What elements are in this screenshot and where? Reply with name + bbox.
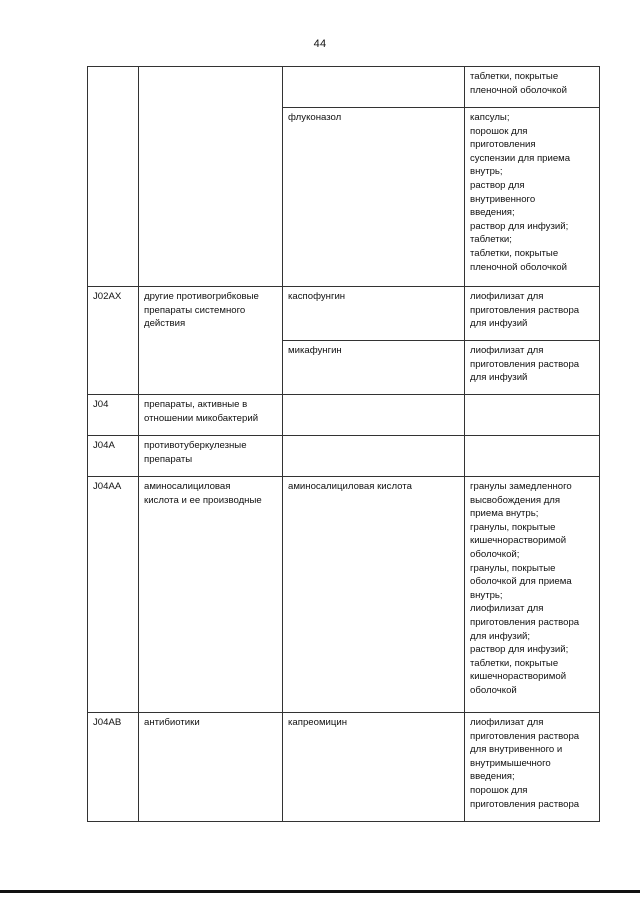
substance-cell (283, 67, 465, 108)
dosage-forms-cell: капсулы; порошок для приготовления суспензии для приема внутрь; раствор для внутривенного введения; раствор для инфузий; таблетки; таблетки, покрытые пленочной оболочкой (465, 108, 600, 287)
atc-code-cell: J04AB (88, 713, 139, 822)
group-name-cell (139, 67, 283, 287)
atc-code-cell: J04AA (88, 477, 139, 713)
atc-code-cell: J04 (88, 395, 139, 436)
dosage-forms-cell: лиофилизат для приготовления раствора для инфузий (465, 287, 600, 341)
atc-code-cell (88, 67, 139, 287)
group-name-cell: противотуберкулезные препараты (139, 436, 283, 477)
group-name-cell: другие противогрибковые препараты системного действия (139, 287, 283, 395)
dosage-forms-cell: лиофилизат для приготовления раствора для инфузий (465, 341, 600, 395)
group-name-cell: аминосалициловая кислота и ее производные (139, 477, 283, 713)
substance-cell: аминосалициловая кислота (283, 477, 465, 713)
substance-cell: каспофунгин (283, 287, 465, 341)
dosage-forms-cell (465, 436, 600, 477)
substance-cell (283, 436, 465, 477)
dosage-forms-cell: гранулы замедленного высвобождения для приема внутрь; гранулы, покрытые кишечнорастворимой оболочкой; гранулы, покрытые оболочкой для приема внутрь; лиофилизат для приготовления раствора для инфузий; раствор для инфузий; таблетки, покрытые кишечнорастворимой оболочкой (465, 477, 600, 713)
page-number: 44 (313, 38, 327, 50)
substance-cell: микафунгин (283, 341, 465, 395)
table-row (88, 713, 600, 822)
medication-table (87, 66, 600, 822)
atc-code-cell: J04A (88, 436, 139, 477)
table-row (88, 395, 600, 436)
table-row (88, 67, 600, 108)
substance-cell: флуконазол (283, 108, 465, 287)
substance-cell (283, 395, 465, 436)
substance-cell: капреомицин (283, 713, 465, 822)
dosage-forms-cell: лиофилизат для приготовления раствора для внутривенного и внутримышечного введения; порошок для приготовления раствора (465, 713, 600, 822)
dosage-forms-cell: таблетки, покрытые пленочной оболочкой (465, 67, 600, 108)
table-row (88, 287, 600, 341)
group-name-cell: препараты, активные в отношении микобактерий (139, 395, 283, 436)
group-name-cell: антибиотики (139, 713, 283, 822)
atc-code-cell: J02AX (88, 287, 139, 395)
table-row (88, 477, 600, 713)
dosage-forms-cell (465, 395, 600, 436)
table-row (88, 436, 600, 477)
page-bottom-rule (0, 890, 640, 893)
